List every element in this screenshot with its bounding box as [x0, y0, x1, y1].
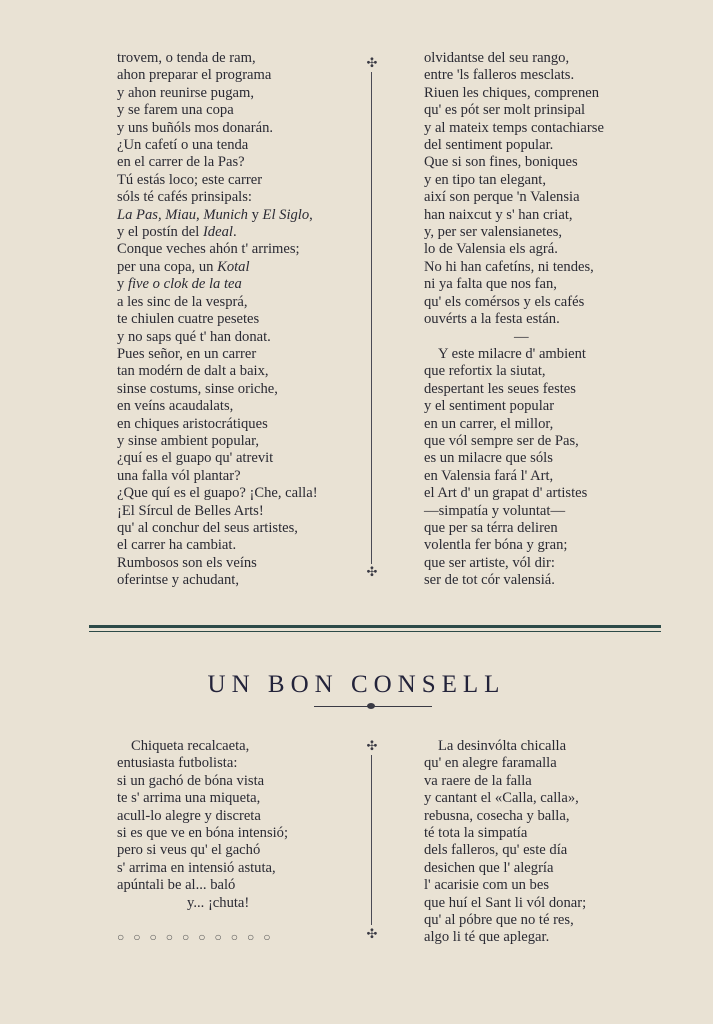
verse-line: —simpatía y voluntat—	[424, 502, 566, 519]
verse-line: ¿Que quí es el guapo? ¡Che, calla!	[117, 485, 318, 502]
verse-line: que vól sempre ser de Pas,	[424, 432, 579, 449]
verse-line: ser de tot cór valensiá.	[424, 572, 555, 589]
verse-line: y al mateix temps contachiarse	[424, 119, 604, 136]
verse-line: ¿quí es el guapo qu' atrevit	[117, 450, 274, 467]
verse-line: ¡El Sírcul de Belles Arts!	[117, 502, 264, 519]
verse-line: es un milacre que sóls	[424, 450, 553, 467]
verse-line: te s' arrima una miqueta,	[117, 790, 261, 807]
verse-line: entre 'ls falleros mesclats.	[424, 67, 575, 84]
verse-line: sóls té cafés prinsipals:	[117, 189, 252, 206]
verse-line: No hi han cafetíns, ni tendes,	[424, 258, 594, 275]
verse-line: qu' en alegre faramalla	[424, 755, 557, 772]
verse-line: en un carrer, el millor,	[424, 415, 554, 432]
verse-line: l' acarisie com un bes	[424, 877, 550, 894]
section-rule	[89, 625, 661, 628]
verse-line: La Pas, Miau, Munich y El Siglo,	[117, 206, 313, 223]
verse-line: apúntali be al... baló	[117, 877, 236, 894]
verse-line: Y este milacre d' ambient	[438, 345, 586, 362]
verse-line: que huí el Sant li vól donar;	[424, 894, 587, 911]
verse-line: algo li té que aplegar.	[424, 929, 550, 946]
top-left-column	[117, 50, 318, 590]
verse-line: han naixcut y s' han criat,	[424, 206, 573, 223]
bottom-left-column	[117, 738, 288, 912]
verse-line: ni ya falta que nos fan,	[424, 276, 557, 293]
verse-line: La desinvólta chicalla	[438, 738, 567, 754]
fleuron-icon: ✣	[366, 738, 378, 753]
verse-line: —	[514, 328, 529, 345]
verse-line: si un gachó de bóna vista	[117, 772, 265, 789]
decorative-dots: ○○○○○○○○○○	[117, 930, 280, 944]
fleuron-icon: ✣	[366, 55, 378, 70]
verse-line: Riuen les chiques, comprenen	[424, 84, 600, 101]
verse-line: Rumbosos son els veíns	[117, 554, 257, 571]
verse-line: despertant les seues festes	[424, 380, 576, 397]
verse-line: que refortix la siutat,	[424, 363, 546, 380]
verse-line: el Art d' un grapat d' artistes	[424, 485, 588, 502]
section-rule-thin	[89, 631, 661, 632]
verse-line: y en tipo tan elegant,	[424, 171, 546, 188]
verse-line: té tota la simpatía	[424, 825, 528, 842]
verse-line: entusiasta futbolista:	[117, 755, 238, 772]
verse-line: y no saps qué t' han donat.	[117, 328, 271, 345]
poem-title: UN BON CONSELL	[207, 671, 506, 698]
verse-line: una falla vól plantar?	[117, 467, 241, 484]
fleuron-icon: ✣	[366, 926, 378, 941]
verse-line: y el postín del Ideal.	[117, 224, 237, 241]
verse-line: ouvérts a la festa están.	[424, 311, 560, 328]
verse-line: qu' al conchur del seus artistes,	[117, 519, 298, 536]
verse-line: s' arrima en intensió astuta,	[117, 859, 276, 876]
verse-line: y... ¡chuta!	[187, 894, 250, 911]
verse-line: lo de Valensia els agrá.	[424, 241, 558, 258]
verse-line: qu' al póbre que no té res,	[424, 912, 574, 929]
verse-line: Chiqueta recalcaeta,	[131, 738, 250, 754]
verse-line: Que si son fines, boniques	[424, 154, 578, 171]
verse-line: Tú estás loco; este carrer	[117, 171, 263, 188]
verse-line: rebusna, cosecha y balla,	[424, 807, 570, 824]
verse-line: y cantant el «Calla, calla»,	[424, 790, 579, 807]
verse-line: tan modérn de dalt a baix,	[117, 363, 269, 380]
verse-line: en chiques aristocrátiques	[117, 415, 268, 432]
verse-line: que per sa térra deliren	[424, 519, 558, 536]
verse-line: en Valensia fará l' Art,	[424, 467, 554, 484]
verse-line: sinse costums, sinse oriche,	[117, 380, 278, 397]
verse-line: ahon preparar el programa	[117, 67, 272, 84]
verse-line: va raere de la falla	[424, 772, 532, 789]
verse-line: així son perque 'n Valensia	[424, 189, 580, 206]
column-divider	[371, 72, 372, 564]
verse-line: y se farem una copa	[117, 102, 234, 119]
verse-line: y five o clok de la tea	[117, 276, 242, 293]
verse-line: que ser artiste, vól dir:	[424, 554, 555, 571]
verse-line: y el sentiment popular	[424, 398, 555, 415]
verse-line: te chiulen cuatre pesetes	[117, 311, 260, 328]
verse-line: desichen que l' alegría	[424, 859, 554, 876]
verse-line: qu' els comérsos y els cafés	[424, 293, 585, 310]
verse-line: per una copa, un Kotal	[117, 258, 250, 275]
verse-line: qu' es pót ser molt prinsipal	[424, 102, 586, 119]
verse-line: y sinse ambient popular,	[117, 432, 260, 449]
verse-line: olvidantse del seu rango,	[424, 50, 570, 66]
verse-line: el carrer ha cambiat.	[117, 537, 237, 554]
verse-line: acull-lo alegre y discreta	[117, 807, 261, 824]
verse-line: en el carrer de la Pas?	[117, 154, 245, 171]
verse-line: Conque veches ahón t' arrimes;	[117, 241, 300, 258]
verse-line: volentla fer bóna y gran;	[424, 537, 568, 554]
verse-line: y ahon reunirse pugam,	[117, 84, 254, 101]
verse-line: si es que ve en bóna intensió;	[117, 825, 289, 842]
fleuron-icon: ✣	[366, 564, 378, 579]
verse-line: pero si veus qu' el gachó	[117, 842, 261, 859]
top-right-column	[424, 50, 604, 590]
verse-line: Pues señor, en un carrer	[117, 345, 257, 362]
verse-line: y uns buñóls mos donarán.	[117, 119, 274, 136]
verse-line: ¿Un cafetí o una tenda	[117, 137, 249, 154]
verse-line: a les sinc de la vesprá,	[117, 293, 248, 310]
bottom-right-column	[424, 738, 586, 947]
verse-line: dels falleros, qu' este día	[424, 842, 568, 859]
column-divider-bottom	[371, 755, 372, 925]
verse-line: oferintse y achudant,	[117, 572, 239, 589]
title-ornament	[367, 703, 375, 709]
verse-line: y, per ser valensianetes,	[424, 224, 563, 241]
verse-line: del sentiment popular.	[424, 137, 554, 154]
verse-line: en veíns acaudalats,	[117, 398, 234, 415]
verse-line: trovem, o tenda de ram,	[117, 50, 256, 66]
